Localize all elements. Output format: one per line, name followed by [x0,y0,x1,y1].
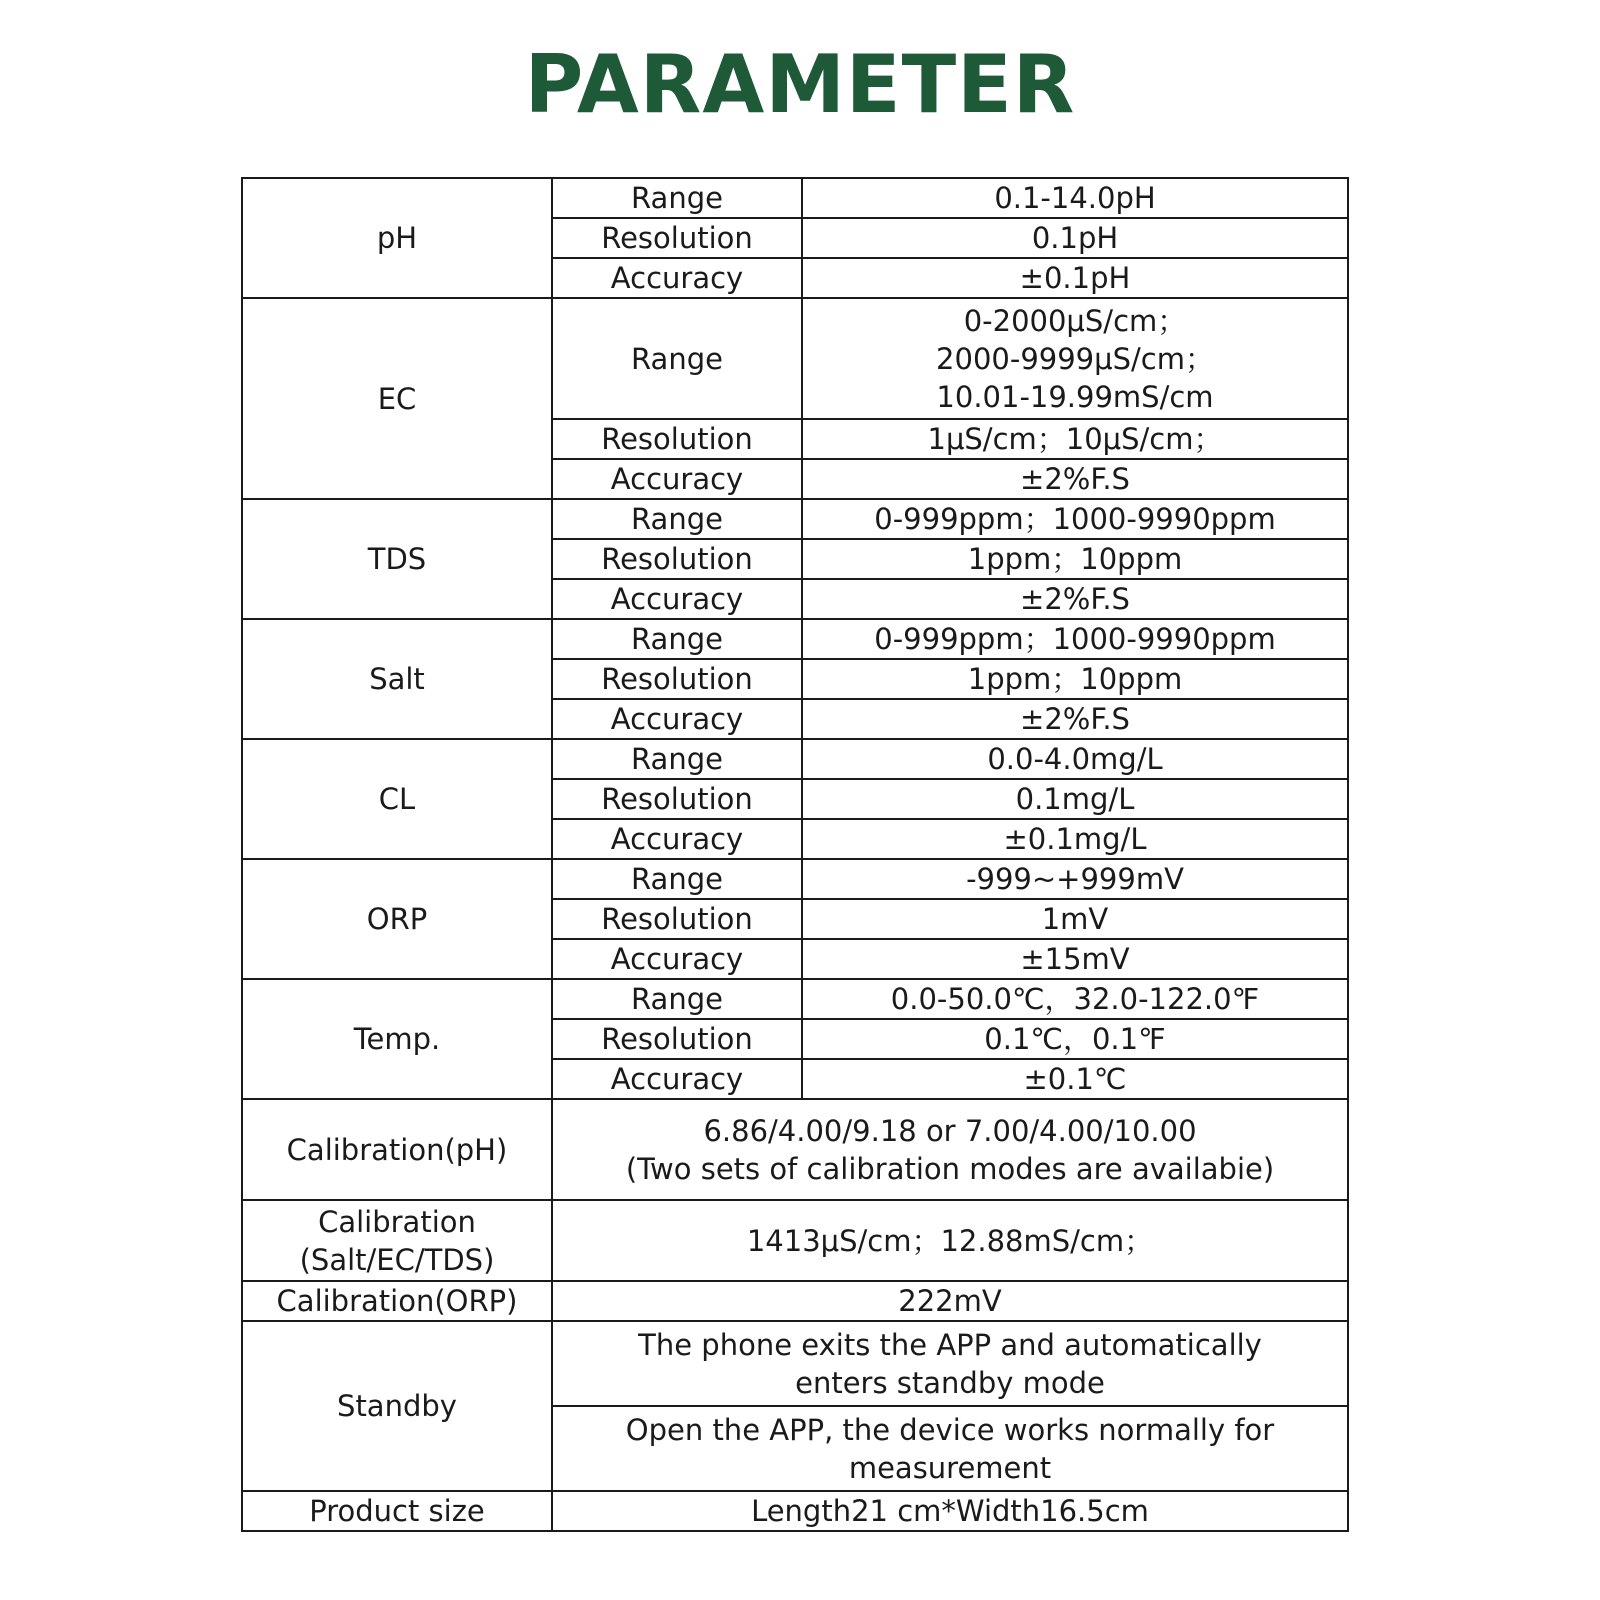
param-label: Accuracy [552,939,802,979]
table-row [242,178,1348,218]
table-row [242,1099,1348,1200]
value-line: Open the APP, the device works normally for [625,1412,1275,1447]
page-title: PARAMETER [524,38,1076,131]
parameter-table [241,177,1349,1532]
calibration-orp-value: 222mV [552,1281,1348,1321]
group-name-tds: TDS [242,499,552,619]
param-value: 0.0-50.0℃，32.0-122.0℉ [802,979,1348,1019]
param-label: Resolution [552,659,802,699]
param-label: Accuracy [552,819,802,859]
calibration-ph-label: Calibration(pH) [242,1099,552,1200]
table-row [242,499,1348,539]
param-label: Accuracy [552,459,802,499]
standby-value [552,1406,1348,1491]
table-row [242,739,1348,779]
param-value [802,298,1348,419]
param-label: Range [552,859,802,899]
param-value: 0.1-14.0pH [802,178,1348,218]
param-value: ±2%F.S [802,459,1348,499]
group-name-cl: CL [242,739,552,859]
table-row [242,1491,1348,1531]
param-label: Resolution [552,899,802,939]
label-line: (Salt/EC/TDS) [299,1242,495,1277]
calibration-salt-label [242,1200,552,1281]
param-value: ±15mV [802,939,1348,979]
param-label: Resolution [552,539,802,579]
value-line: (Two sets of calibration modes are availabie) [625,1151,1275,1186]
param-value: ±0.1mg/L [802,819,1348,859]
param-label: Resolution [552,1019,802,1059]
param-label: Accuracy [552,1059,802,1099]
table-row [242,619,1348,659]
param-value: 1mV [802,899,1348,939]
value-line: 2000-9999μS/cm； [936,341,1214,376]
param-label: Resolution [552,419,802,459]
param-label: Resolution [552,779,802,819]
param-value: 0-999ppm；1000-9990ppm [802,499,1348,539]
value-line: The phone exits the APP and automatically [638,1327,1262,1362]
calibration-orp-label: Calibration(ORP) [242,1281,552,1321]
table-row [242,859,1348,899]
param-label: Accuracy [552,699,802,739]
standby-value [552,1321,1348,1406]
param-value: 1μS/cm；10μS/cm； [802,419,1348,459]
param-label: Range [552,499,802,539]
param-label: Range [552,619,802,659]
param-value: 1ppm；10ppm [802,659,1348,699]
group-name-temp: Temp. [242,979,552,1099]
group-name-salt: Salt [242,619,552,739]
product-size-label: Product size [242,1491,552,1531]
standby-label: Standby [242,1321,552,1491]
group-name-ph: pH [242,178,552,298]
param-label: Accuracy [552,258,802,298]
param-value: ±0.1pH [802,258,1348,298]
param-value: ±2%F.S [802,579,1348,619]
table-row [242,1321,1348,1406]
param-label: Accuracy [552,579,802,619]
param-value: 0.0-4.0mg/L [802,739,1348,779]
param-label: Range [552,979,802,1019]
group-name-orp: ORP [242,859,552,979]
product-size-value: Length21 cm*Width16.5cm [552,1491,1348,1531]
calibration-salt-value: 1413μS/cm；12.88mS/cm； [552,1200,1348,1281]
value-line: measurement [848,1450,1052,1485]
param-value: ±2%F.S [802,699,1348,739]
value-line: 0-2000μS/cm； [963,303,1187,338]
param-label: Range [552,739,802,779]
value-line: enters standby mode [795,1365,1105,1400]
param-value: 1ppm；10ppm [802,539,1348,579]
param-label: Resolution [552,218,802,258]
table-row [242,298,1348,419]
param-value: ±0.1℃ [802,1059,1348,1099]
param-label: Range [552,178,802,218]
table-row [242,979,1348,1019]
param-label: Range [552,298,802,419]
value-line: 6.86/4.00/9.18 or 7.00/4.00/10.00 [703,1113,1197,1148]
group-name-ec: EC [242,298,552,499]
calibration-ph-value [552,1099,1348,1200]
value-line: 10.01-19.99mS/cm [936,379,1214,414]
label-line: Calibration [318,1204,476,1239]
table-row [242,1281,1348,1321]
param-value: 0-999ppm；1000-9990ppm [802,619,1348,659]
table-row [242,1200,1348,1281]
param-value: 0.1pH [802,218,1348,258]
param-value: -999~+999mV [802,859,1348,899]
param-value: 0.1mg/L [802,779,1348,819]
param-value: 0.1℃，0.1℉ [802,1019,1348,1059]
